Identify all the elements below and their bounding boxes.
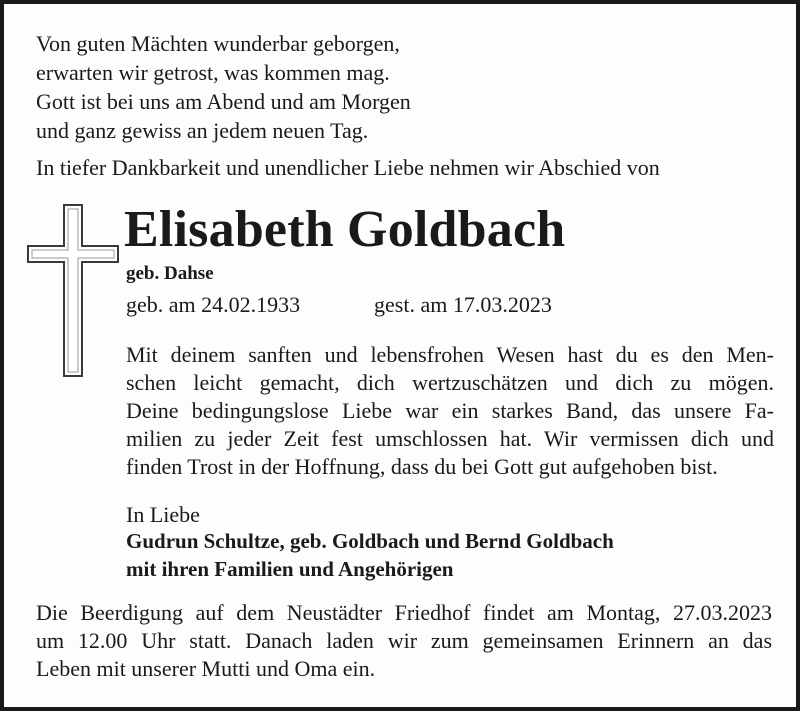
poem-line: Von guten Mächten wunderbar geborgen, [36,31,400,56]
tribute-line: milien zu jeder Zeit fest umschlossen hat. Wir vermissen dich und [126,426,774,451]
funeral-line: Leben mit unserer Mutti und Oma ein. [36,656,376,681]
funeral-line: um 12.00 Uhr statt. Danach laden wir zum gemeinsamen Erinnern an das [36,628,772,653]
tribute-line: Mit deinem sanften und lebensfrohen Wesen hast du es den Men- [126,342,774,367]
poem [36,29,411,145]
deceased-name: Elisabeth Goldbach [124,201,566,258]
poem-line: erwarten wir getrost, was kommen mag. [36,60,390,85]
mourner-line: mit ihren Familien und Angehörigen [126,557,454,581]
cross-icon [25,202,121,379]
tribute-text [126,341,774,481]
birth-date: geb. am 24.02.1933 [126,292,301,317]
tribute-line: finden Trost in der Hoffnung, dass du bei Gott gut aufgehoben bist. [126,454,718,479]
funeral-line: Die Beerdigung auf dem Neustädter Friedhof findet am Montag, 27.03.2023 [36,600,772,625]
intro-text: In tiefer Dankbarkeit und unendlicher Liebe nehmen wir Abschied von [36,155,660,180]
death-date: gest. am 17.03.2023 [374,292,552,317]
poem-line: und ganz gewiss an jedem neuen Tag. [36,118,369,143]
tribute-line: Deine bedingungslose Liebe war ein starkes Band, das unsere Fa- [126,398,774,423]
funeral-info [36,599,772,683]
poem-line: Gott ist bei uns am Abend und am Morgen [36,89,411,114]
mourners [126,527,614,583]
tribute-line: schen leicht gemacht, dich wertzuschätzen und dich zu mögen. [126,370,774,395]
closing-text: In Liebe [126,502,200,527]
mourner-line: Gudrun Schultze, geb. Goldbach und Bernd Goldbach [126,529,614,553]
maiden-name: geb. Dahse [126,263,214,284]
